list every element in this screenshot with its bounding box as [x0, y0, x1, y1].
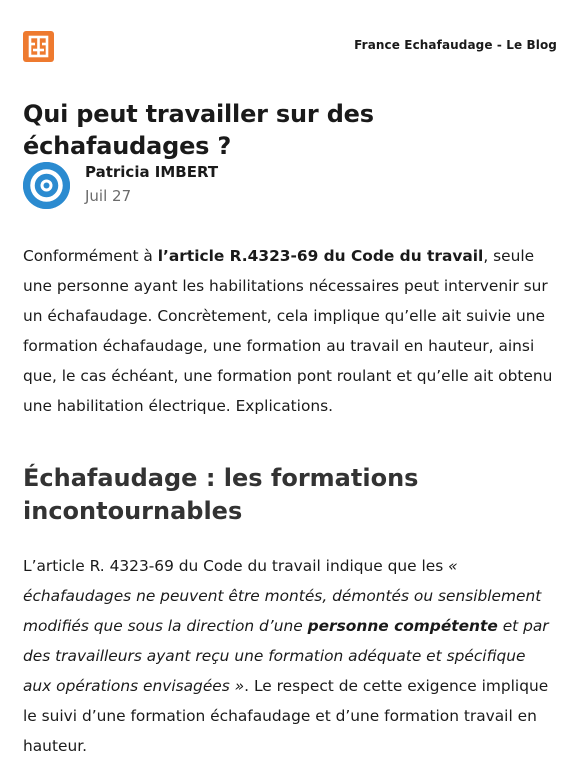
- france-echafaudage-logo-icon[interactable]: [23, 31, 54, 62]
- author-name-link[interactable]: Patricia IMBERT: [85, 163, 219, 181]
- site-header: [0, 0, 580, 92]
- quote-text-start: « échafaudages ne peuvent être montés, démontés ou sensiblement modifiés que sous la direction d’une: [23, 557, 542, 635]
- post-date: Juil 27: [85, 187, 132, 205]
- article-title: Qui peut travailler sur des échafaudages ?: [23, 100, 374, 160]
- power-circle-avatar-icon[interactable]: [23, 162, 70, 209]
- quote-text-end: et par des travailleurs ayant reçu une formation adéquate et spécifique aux opérations envisagées »: [23, 617, 549, 695]
- section-text-before: L’article R. 4323-69 du Code du travail indique que les: [23, 557, 449, 575]
- section-text-after: . Le respect de cette exigence implique le suivi d’une formation échafaudage et d’une formation travail en hauteur.: [23, 677, 549, 755]
- site-name-link[interactable]: France Echafaudage - Le Blog: [354, 38, 557, 52]
- intro-paragraph: [23, 241, 557, 421]
- section-paragraph: [23, 551, 557, 761]
- section-heading: Échafaudage : les formations incontournables: [23, 464, 419, 525]
- code-du-travail-link[interactable]: l’article R.4323-69 du Code du travail: [157, 247, 484, 265]
- intro-text-before: Conformément à: [23, 247, 158, 265]
- quote-text-bold: personne compétente: [307, 617, 498, 635]
- author-block: [23, 161, 423, 211]
- intro-text-after: , seule une personne ayant les habilitations nécessaires peut intervenir sur un échafaudage. Concrètement, cela implique qu’elle ait suivie une formation échafaudage, une formation au travail en hauteur, ainsi que, le cas échéant, une formation pont roulant et qu’elle ait obtenu une habilitation électrique. Explications.: [23, 247, 553, 415]
